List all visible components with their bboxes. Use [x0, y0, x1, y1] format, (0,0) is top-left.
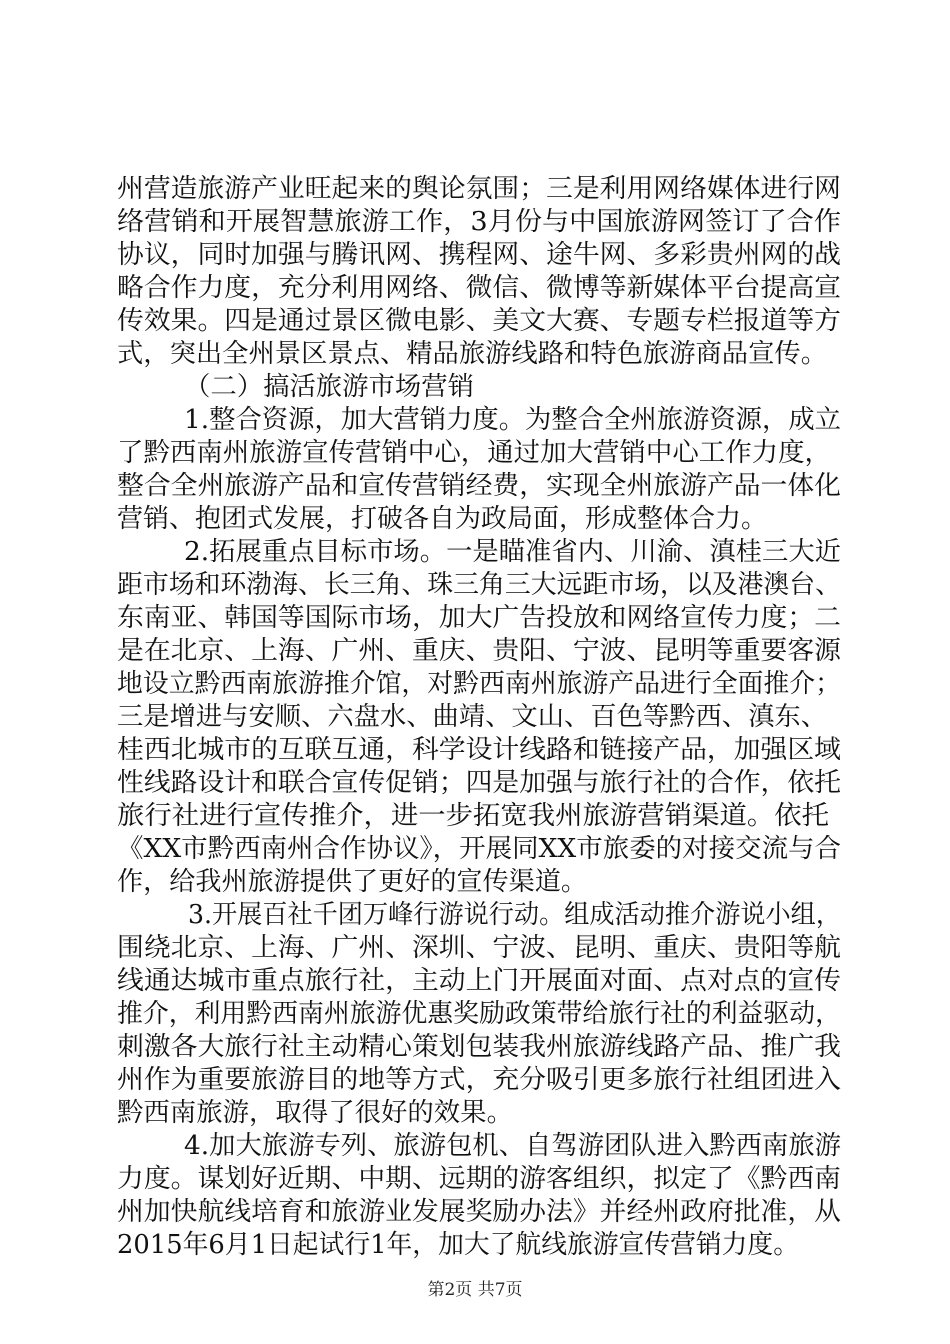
paragraph-line-text: 围绕北京、上海、广州、深圳、宁波、昆明、重庆、贵阳等航	[117, 933, 841, 963]
paragraph-line-text: 州营造旅游产业旺起来的舆论氛围；三是利用网络媒体进行网	[117, 174, 841, 204]
paragraph-line-text: 略合作力度，充分利用网络、微信、微博等新媒体平台提高宣	[117, 273, 841, 303]
paragraph-line-text: 营销、抱团式发展，打破各自为政局面，形成整体合力。	[117, 504, 767, 534]
paragraph-line-text: 地设立黔西南旅游推介馆，对黔西南州旅游产品进行全面推介；	[117, 669, 841, 699]
paragraph-line-text: 距市场和环渤海、长三角、珠三角三大远距市场，以及港澳台、	[117, 570, 841, 600]
paragraph-line-text: 4.加大旅游专列、旅游包机、自驾游团队进入黔西南旅游	[184, 1131, 842, 1161]
paragraph-line-text: 3.开展百社千团万峰行游说行动。组成活动推介游说小组，	[188, 900, 841, 930]
paragraph-line-text: 是在北京、上海、广州、重庆、贵阳、宁波、昆明等重要客源	[117, 636, 841, 666]
paragraph-line-text: 三是增进与安顺、六盘水、曲靖、文山、百色等黔西、滇东、	[117, 702, 827, 732]
paragraph-line-text: 推介，利用黔西南州旅游优惠奖励政策带给旅行社的利益驱动，	[117, 999, 841, 1029]
paragraph-line-text: 整合全州旅游产品和宣传营销经费，实现全州旅游产品一体化	[117, 471, 841, 501]
paragraph-line-text: 协议，同时加强与腾讯网、携程网、途牛网、多彩贵州网的战	[117, 240, 841, 270]
paragraph-line-text: 1.整合资源，加大营销力度。为整合全州旅游资源，成立	[184, 405, 842, 435]
paragraph-line-text: 刺激各大旅行社主动精心策划包装我州旅游线路产品、推广我	[117, 1032, 841, 1062]
paragraph-line-text: 旅行社进行宣传推介，进一步拓宽我州旅游营销渠道。依托	[117, 801, 829, 831]
paragraph-line-text: 性线路设计和联合宣传促销；四是加强与旅行社的合作，依托	[117, 768, 841, 798]
paragraph-line-text: 了黔西南州旅游宣传营销中心，通过加大营销中心工作力度，	[117, 438, 831, 468]
paragraph-line-text: 式，突出全州景区景点、精品旅游线路和特色旅游商品宣传。	[117, 339, 827, 369]
page-footer: 第2页 共7页	[427, 1280, 523, 1300]
paragraph-line-text: 2.拓展重点目标市场。一是瞄准省内、川渝、滇桂三大近	[184, 537, 842, 567]
paragraph-line-text: 黔西南旅游，取得了很好的效果。	[117, 1098, 513, 1128]
paragraph-line-text: 作，给我州旅游提供了更好的宣传渠道。	[117, 867, 587, 897]
paragraph-line-text: 桂西北城市的互联互通，科学设计线路和链接产品，加强区域	[117, 735, 841, 765]
paragraph-line-text: 络营销和开展智慧旅游工作，3月份与中国旅游网签订了合作	[117, 207, 841, 237]
paragraph-line-text: 力度。谋划好近期、中期、远期的游客组织，拟定了《黔西南	[117, 1164, 841, 1194]
paragraph-line-text: 州加快航线培育和旅游业发展奖励办法》并经州政府批准，从	[117, 1197, 841, 1227]
paragraph-line-text: 传效果。四是通过景区微电影、美文大赛、专题专栏报道等方	[117, 306, 841, 336]
paragraph-line-text: 《XX市黔西南州合作协议》，开展同XX市旅委的对接交流与合	[117, 834, 841, 864]
paragraph-line-text: 2015年6月1日起试行1年，加大了航线旅游宣传营销力度。	[117, 1230, 799, 1260]
paragraph-line-text: 东南亚、韩国等国际市场，加大广告投放和网络宣传力度；二	[117, 603, 841, 633]
paragraph-line	[117, 1228, 950, 1268]
paragraph-line-text: 线通达城市重点旅行社，主动上门开展面对面、点对点的宣传	[117, 966, 841, 996]
paragraph-line-text: 州作为重要旅游目的地等方式，充分吸引更多旅行社组团进入	[117, 1065, 841, 1095]
paragraph-line-text: （二）搞活旅游市场营销	[184, 372, 475, 402]
